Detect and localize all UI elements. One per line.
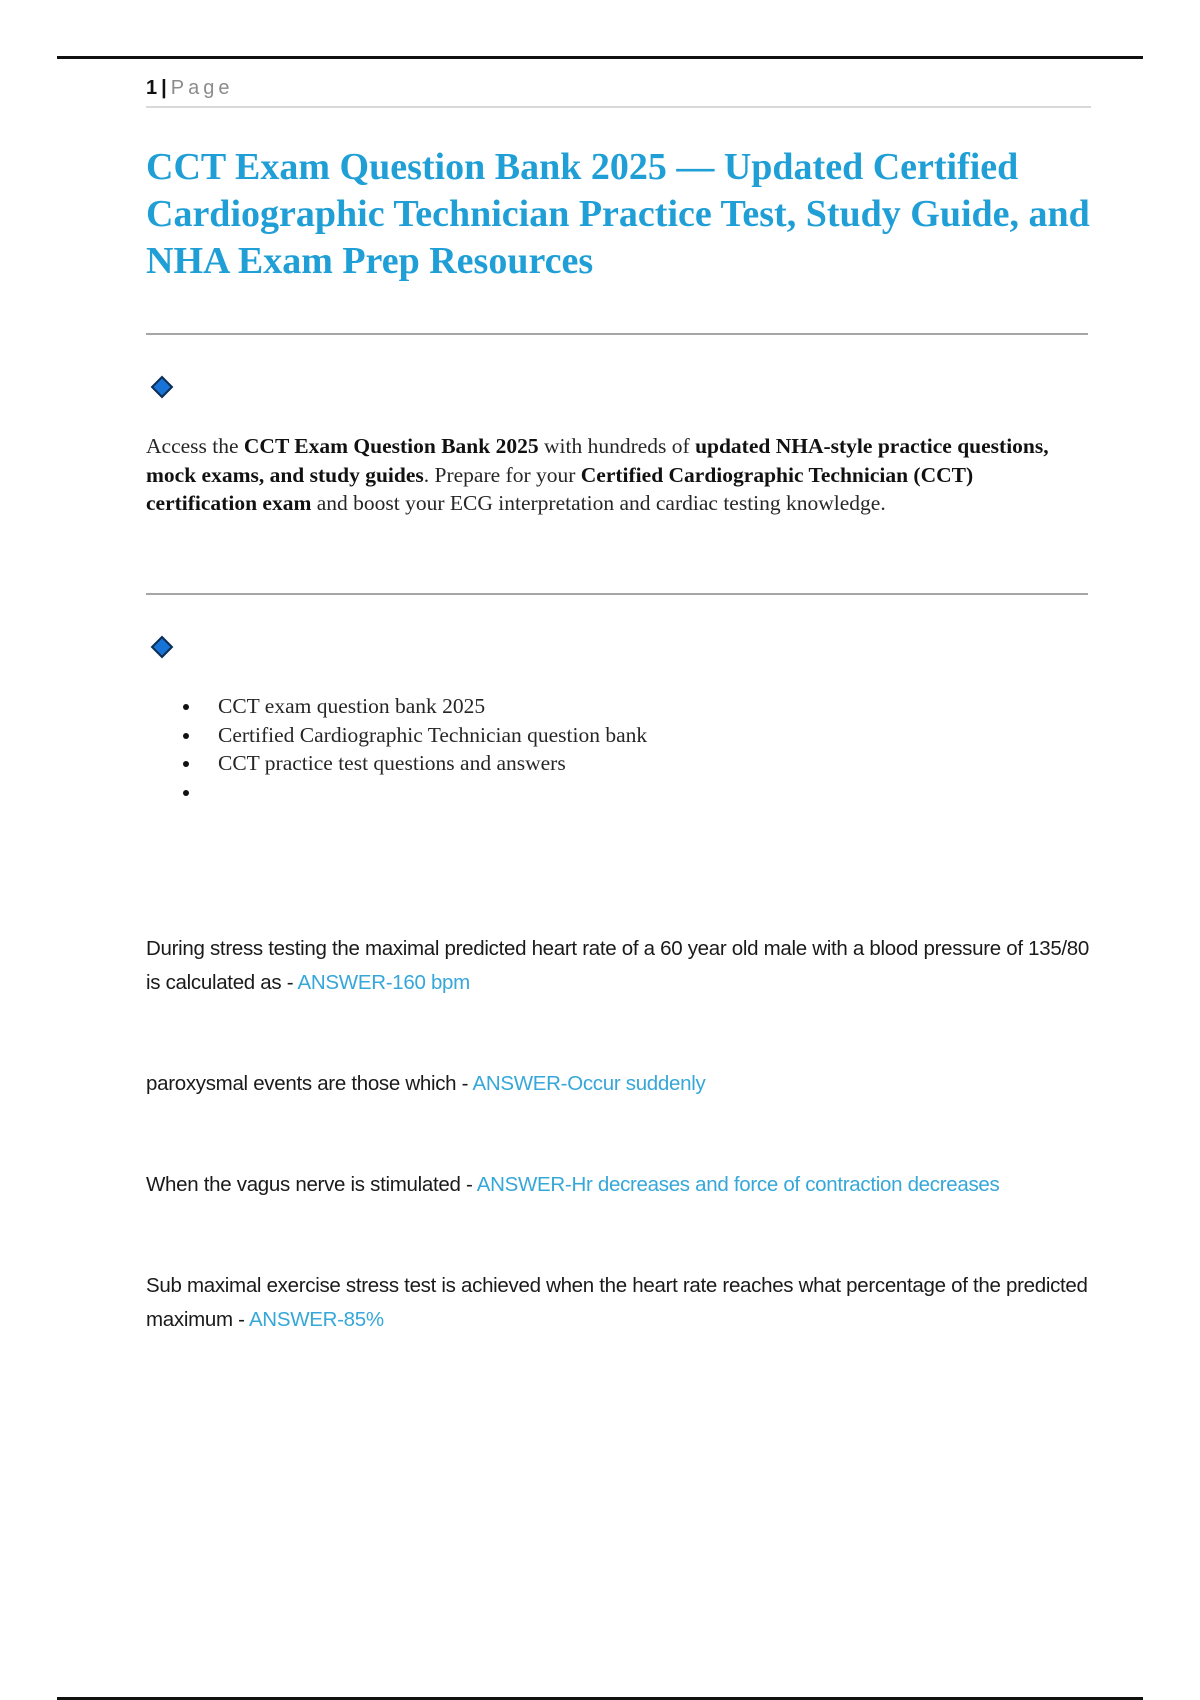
keyword-item bbox=[146, 778, 647, 807]
answer-text: ANSWER-Occur suddenly bbox=[472, 1072, 706, 1095]
page-number: 1 bbox=[146, 77, 158, 99]
question-text: Sub maximal exercise stress test is achieved when the heart rate reaches what percentage of the predicted maximum - bbox=[146, 1274, 1088, 1331]
keyword-item bbox=[146, 692, 647, 721]
answer-text: ANSWER-160 bpm bbox=[297, 971, 470, 994]
qa-item bbox=[146, 1269, 1096, 1337]
page-separator: | bbox=[161, 77, 167, 99]
page-header bbox=[146, 74, 1091, 108]
answer-text: ANSWER-85% bbox=[248, 1308, 384, 1331]
intro-part-bold: updated NHA-style practice questions, mock exams, and study guides bbox=[146, 434, 1049, 487]
diamond-bullet-icon bbox=[151, 636, 174, 659]
intro-part: and boost your ECG interpretation and cardiac testing knowledge. bbox=[311, 491, 886, 515]
document-title: CCT Exam Question Bank 2025 — Updated Certified Cardiographic Technician Practice Test, Study Guide, and NHA Exam Prep Resources bbox=[146, 146, 1090, 282]
question-text: When the vagus nerve is stimulated - bbox=[146, 1173, 477, 1196]
bullet-icon bbox=[183, 733, 189, 739]
intro-part: . Prepare for your bbox=[423, 462, 581, 487]
keyword-item bbox=[146, 721, 647, 750]
divider-1 bbox=[146, 333, 1088, 335]
bullet-icon bbox=[183, 790, 189, 796]
bullet-icon bbox=[183, 761, 189, 767]
question-text: During stress testing the maximal predicted heart rate of a 60 year old male with a blood pressure of 135/80 is calculated as - bbox=[146, 937, 1090, 994]
question-text: paroxysmal events are those which - bbox=[146, 1072, 473, 1095]
intro-paragraph bbox=[146, 432, 1086, 518]
intro-part-bold: CCT Exam Question Bank 2025 bbox=[243, 434, 539, 458]
qa-item bbox=[146, 932, 1096, 1000]
bullet-icon bbox=[183, 704, 189, 710]
diamond-bullet-icon bbox=[151, 376, 174, 399]
page-label: Page bbox=[170, 77, 234, 99]
keyword-text: CCT practice test questions and answers bbox=[218, 751, 566, 775]
keyword-item bbox=[146, 749, 647, 778]
answer-text: ANSWER-Hr decreases and force of contraction decreases bbox=[476, 1173, 1000, 1196]
divider-2 bbox=[146, 593, 1088, 595]
keyword-list bbox=[146, 692, 647, 806]
intro-part: with hundreds of bbox=[538, 434, 696, 458]
intro-part-bold: Certified Cardiographic Technician (CCT) certification exam bbox=[146, 462, 974, 515]
qa-item bbox=[146, 1067, 1096, 1101]
keyword-text: CCT exam question bank 2025 bbox=[218, 694, 486, 718]
intro-part: Access the bbox=[146, 434, 244, 458]
page-top-border bbox=[57, 56, 1143, 59]
qa-item bbox=[146, 1168, 1096, 1202]
keyword-text: Certified Cardiographic Technician question bank bbox=[218, 722, 648, 747]
